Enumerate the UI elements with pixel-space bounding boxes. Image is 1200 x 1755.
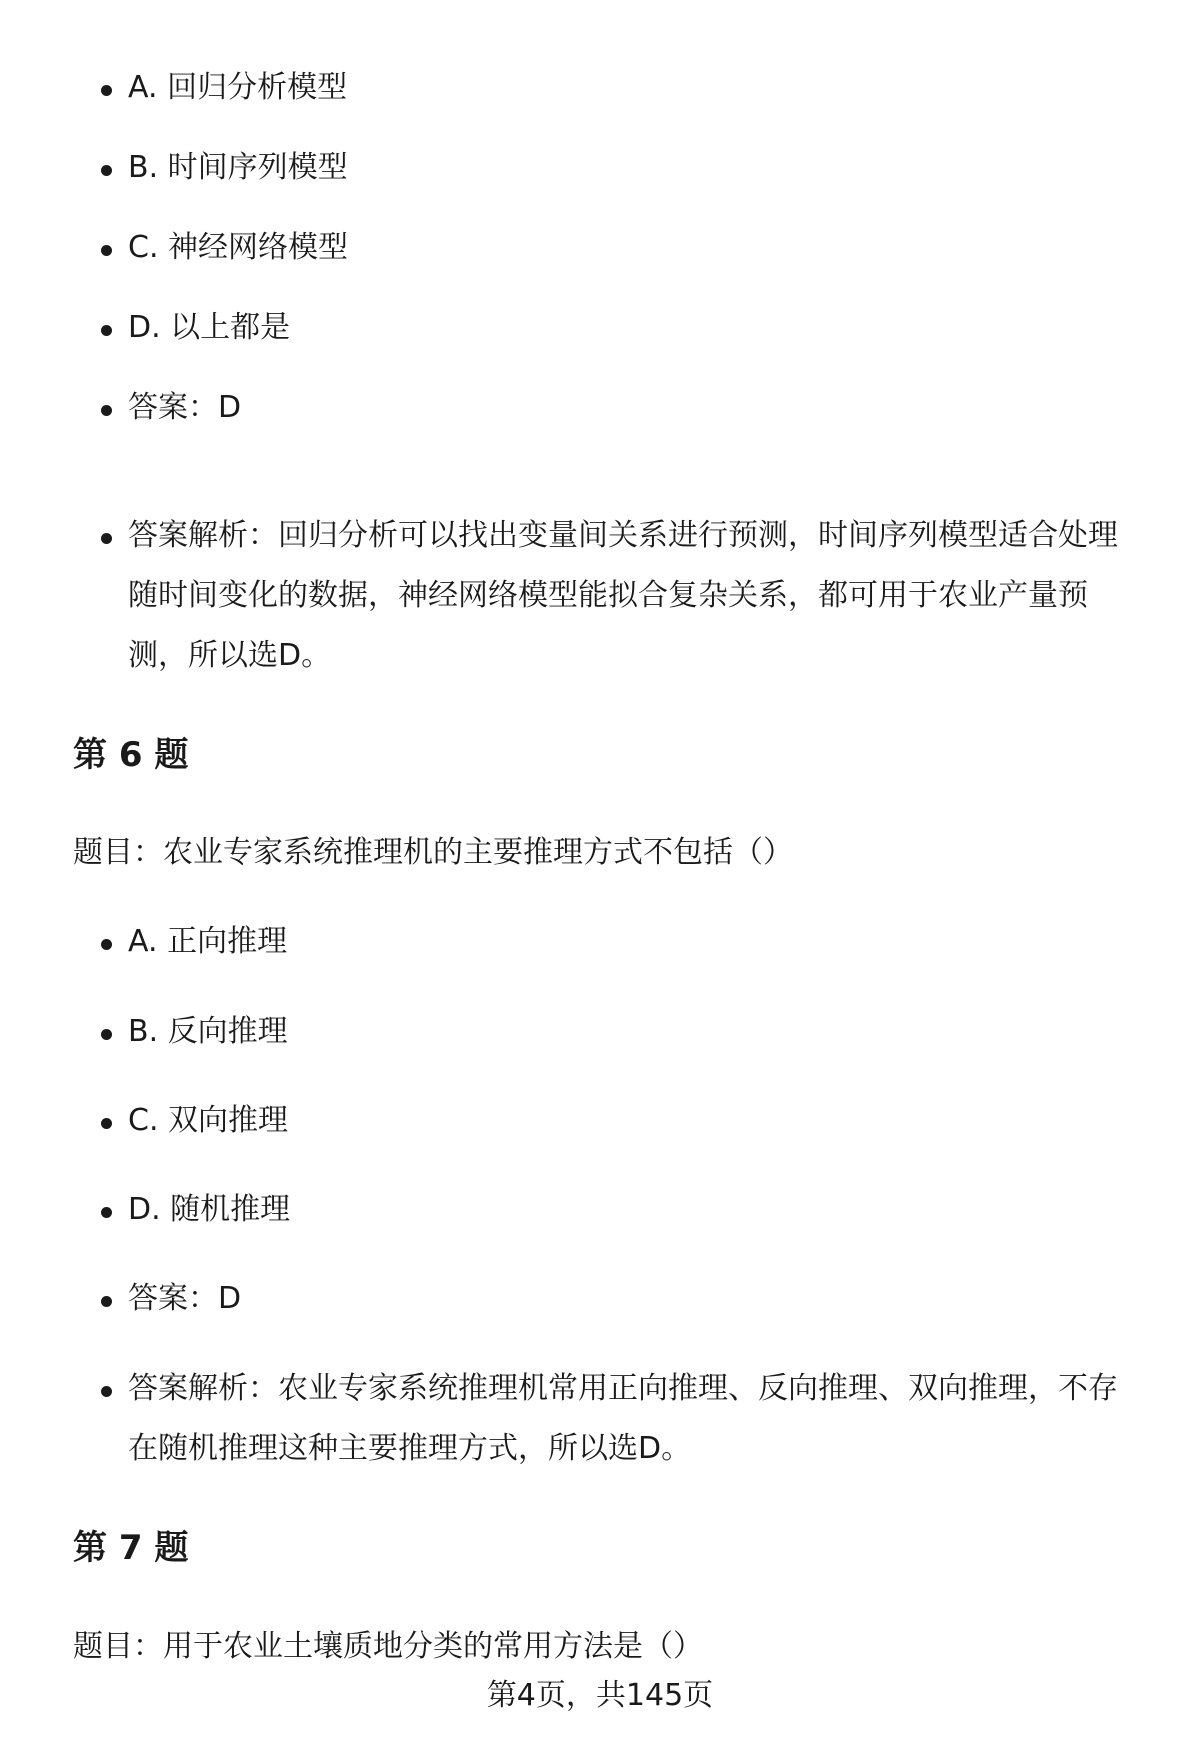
q6-option-a bbox=[128, 912, 1142, 972]
q5-option-a bbox=[128, 58, 1142, 118]
option-text: D. 随机推理 bbox=[128, 1192, 291, 1227]
question-7-heading: 第 7 题 bbox=[73, 1528, 189, 1568]
option-text: D. 以上都是 bbox=[128, 310, 291, 345]
question-6-heading: 第 6 题 bbox=[73, 735, 189, 775]
bullet-icon bbox=[101, 85, 112, 96]
question-6-stem: 题目：农业专家系统推理机的主要推理方式不包括（） bbox=[73, 835, 793, 870]
page-number-footer: 第4页，共145页 bbox=[486, 1678, 714, 1713]
bullet-icon bbox=[101, 1118, 112, 1129]
bullet-icon bbox=[101, 245, 112, 256]
q6-explanation bbox=[128, 1359, 1142, 1479]
option-text: C. 双向推理 bbox=[128, 1103, 289, 1138]
bullet-icon bbox=[101, 1207, 112, 1218]
bullet-icon bbox=[101, 1029, 112, 1040]
bullet-icon bbox=[101, 939, 112, 950]
q5-option-c bbox=[128, 218, 1142, 278]
option-text: C. 神经网络模型 bbox=[128, 230, 349, 265]
answer-text: 答案：D bbox=[128, 1281, 242, 1316]
q6-option-b bbox=[128, 1002, 1142, 1062]
bullet-icon bbox=[101, 325, 112, 336]
option-text: B. 反向推理 bbox=[128, 1014, 288, 1049]
option-text: A. 回归分析模型 bbox=[128, 70, 348, 105]
question-7-stem: 题目：用于农业土壤质地分类的常用方法是（） bbox=[73, 1629, 703, 1664]
q5-option-b bbox=[128, 138, 1142, 198]
bullet-icon bbox=[101, 405, 112, 416]
q6-option-d bbox=[128, 1180, 1142, 1240]
answer-text: 答案：D bbox=[128, 390, 242, 425]
bullet-icon bbox=[101, 1296, 112, 1307]
option-text: B. 时间序列模型 bbox=[128, 150, 348, 185]
explanation-text: 答案解析：农业专家系统推理机常用正向推理、反向推理、双向推理，不存在随机推理这种主要推理方式，所以选D。 bbox=[128, 1371, 1118, 1466]
bullet-icon bbox=[101, 165, 112, 176]
q6-option-c bbox=[128, 1091, 1142, 1151]
bullet-icon bbox=[101, 533, 112, 544]
q5-explanation bbox=[128, 506, 1142, 686]
explanation-text: 答案解析：回归分析可以找出变量间关系进行预测，时间序列模型适合处理随时间变化的数据，神经网络模型能拟合复杂关系，都可用于农业产量预测，所以选D。 bbox=[128, 518, 1118, 673]
q6-answer bbox=[128, 1269, 1142, 1329]
q5-answer bbox=[128, 378, 1142, 438]
bullet-icon bbox=[101, 1386, 112, 1397]
q5-option-d bbox=[128, 298, 1142, 358]
option-text: A. 正向推理 bbox=[128, 924, 288, 959]
